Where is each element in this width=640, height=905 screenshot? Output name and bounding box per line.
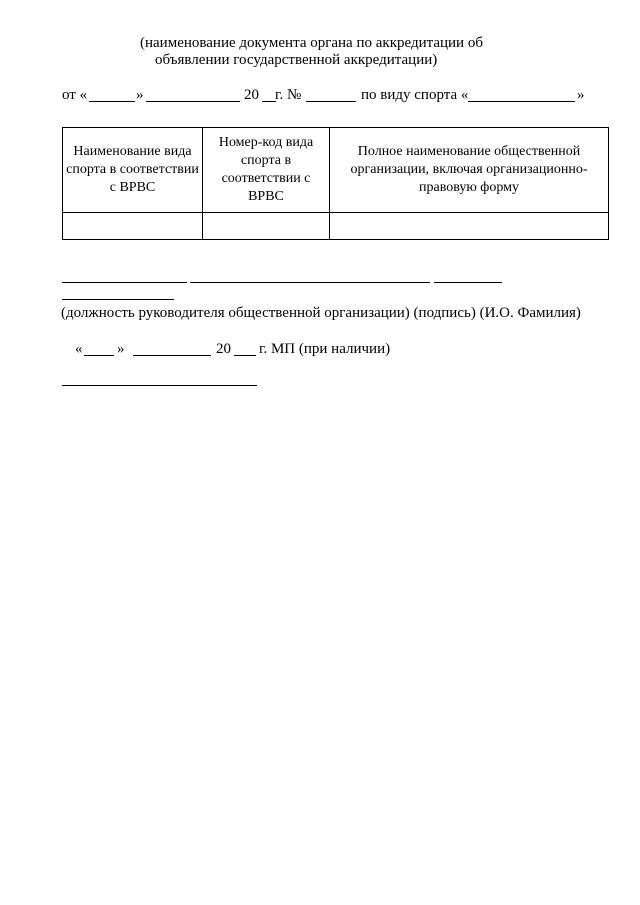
table-cell[interactable] — [330, 213, 609, 240]
signature-caption: (должность руководителя общественной организации) (подпись) (И.О. Фамилия) — [61, 305, 581, 321]
seal-suffix: г. МП (при наличии) — [259, 341, 391, 357]
day-field-line[interactable] — [89, 101, 135, 102]
name-continuation-line[interactable] — [62, 299, 174, 300]
signature-line[interactable] — [190, 282, 430, 283]
sports-table — [62, 127, 609, 240]
seal-close-quote: » — [117, 341, 125, 357]
sport-field-line[interactable] — [468, 101, 575, 102]
year-prefix: 20 — [244, 87, 259, 103]
sport-end-quote: » — [577, 87, 585, 103]
seal-day-field-line[interactable] — [84, 355, 114, 356]
table-cell[interactable] — [203, 213, 330, 240]
number-label: г. № — [275, 87, 302, 103]
number-field-line[interactable] — [306, 101, 356, 102]
table-header-row — [63, 128, 609, 213]
sport-label: по виду спорта « — [361, 87, 469, 103]
document-title-line-1: (наименование документа органа по аккредитации об — [140, 35, 483, 51]
seal-open-quote: « — [75, 341, 83, 357]
document-title-line-2: объявлении государственной аккредитации) — [155, 52, 438, 68]
month-field-line[interactable] — [146, 101, 240, 102]
date-prefix: от « — [62, 87, 88, 103]
column-header-sport-code: Номер-код вида спорта в соответствии с ВРВС — [203, 128, 330, 213]
column-header-sport-name: Наименование вида спорта в соответствии с ВРВС — [63, 128, 203, 213]
year-field-line[interactable] — [262, 101, 276, 102]
bottom-blank-line[interactable] — [62, 385, 257, 386]
seal-year-prefix: 20 — [216, 341, 231, 357]
name-signature-line[interactable] — [434, 282, 502, 283]
seal-year-field-line[interactable] — [234, 355, 256, 356]
day-close-quote: » — [136, 87, 144, 103]
column-header-organization-name: Полное наименование общественной организации, включая организационно-правовую форму — [330, 128, 609, 213]
seal-month-field-line[interactable] — [133, 355, 211, 356]
position-signature-line[interactable] — [62, 282, 187, 283]
table-cell[interactable] — [63, 213, 203, 240]
table-row — [63, 213, 609, 240]
